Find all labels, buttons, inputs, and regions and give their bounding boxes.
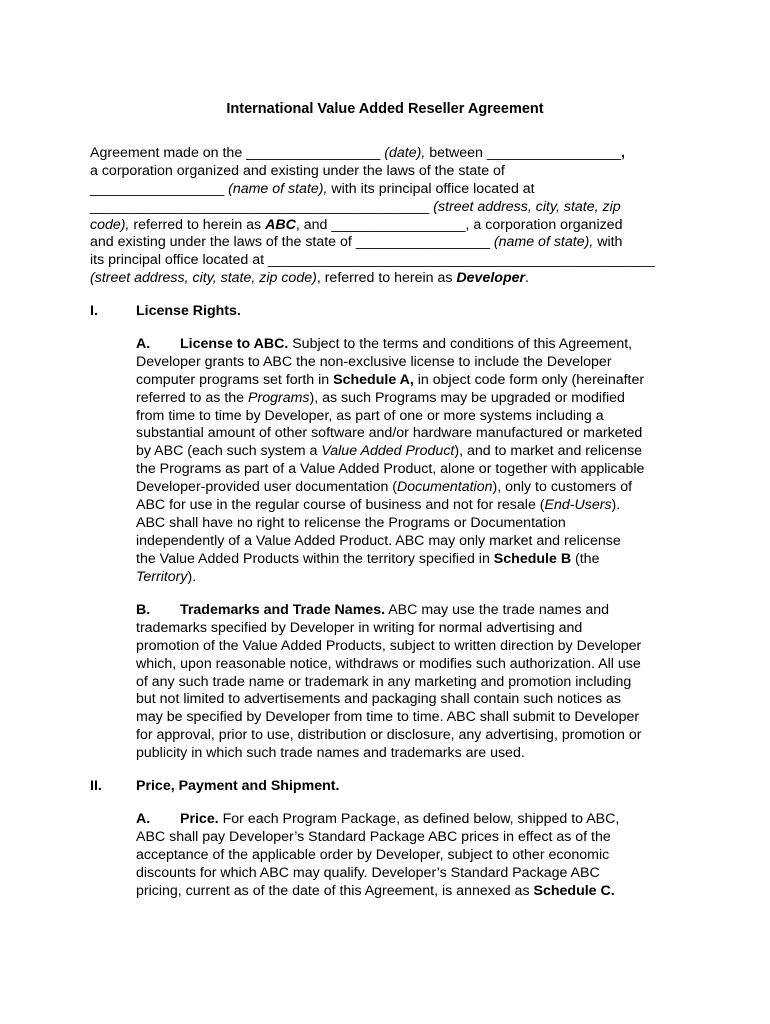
text: but not limited to advertisements and packaging shall contain such notices as	[136, 691, 622, 708]
clause-heading: Price.	[180, 811, 219, 827]
text: may be specified by Developer from time to time. ABC shall submit to Developer	[136, 709, 640, 726]
document-title: International Value Added Reseller Agreement	[226, 101, 544, 117]
intro-paragraph	[90, 145, 678, 288]
defined-term: Developer	[456, 270, 526, 287]
blank-line: ___________________________________________	[90, 198, 430, 215]
text: the Value Added Products within the territory specified in	[136, 550, 490, 567]
clause-2a	[136, 811, 681, 900]
section-number: I.	[90, 303, 98, 319]
text: discounts for which ABC may qualify. Developer’s Standard Package ABC	[136, 864, 600, 881]
text: ), only to customers of	[492, 479, 633, 496]
defined-term: Documentation	[397, 479, 493, 496]
clause-heading: License to ABC.	[180, 336, 289, 352]
schedule-ref: Schedule C.	[533, 882, 615, 899]
text: , referred to herein as	[316, 270, 453, 287]
defined-term: Territory	[136, 568, 188, 585]
text: ).	[187, 568, 197, 585]
text: which, upon reasonable notice, withdraws or modifies such authorization. All use	[136, 655, 641, 672]
text: ABC may use the trade names and	[388, 602, 610, 618]
blank-line: _________________	[486, 145, 621, 161]
text: in object code form only (hereinafter	[417, 371, 645, 388]
text: with its principal office located at	[331, 180, 535, 197]
text: (the	[575, 550, 600, 567]
clause-heading: Trademarks and Trade Names.	[180, 602, 386, 618]
text: Subject to the terms and conditions of this Agreement,	[292, 336, 633, 352]
placeholder: (name of state),	[228, 180, 328, 197]
text: pricing, current as of the date of this Agreement, is annexed as	[136, 882, 530, 899]
blank-line: _________________	[246, 145, 381, 161]
clause-1b	[136, 602, 681, 763]
blank-line: _________________	[90, 180, 225, 197]
clause-label: A.	[136, 336, 151, 352]
text: of any such trade name or trademark in any marketing and promotion including	[136, 673, 632, 690]
text: its principal office located at	[90, 252, 265, 269]
text: For each Program Package, as defined below, shipped to ABC,	[222, 811, 620, 827]
text: acceptance of the applicable order by Developer, subject to other economic	[136, 846, 610, 863]
text: ,	[620, 145, 625, 161]
text: ), as such Programs may be upgraded or modified	[309, 389, 625, 406]
text: referred to as the	[136, 389, 245, 406]
text: Agreement made on the	[90, 145, 243, 161]
text: , and	[295, 216, 328, 233]
text: publicity in which such trade names and trademarks are used.	[136, 745, 525, 762]
text: substantial amount of other software and/or hardware manufactured or marketed	[136, 425, 643, 442]
schedule-ref: Schedule B	[493, 550, 572, 567]
text: referred to herein as	[133, 216, 262, 233]
section-title: License Rights.	[136, 303, 241, 319]
text: Developer-provided user documentation (	[136, 479, 398, 496]
text: a corporation organized and existing under the laws of the state of	[90, 162, 505, 179]
defined-term: ABC	[265, 216, 296, 233]
blank-line: _________________	[355, 234, 490, 251]
text: ), and to market and relicense	[454, 443, 643, 460]
text: for approval, prior to use, distribution or disclosure, any advertising, promotion or	[136, 727, 642, 744]
placeholder: (street address, city, state, zip	[433, 198, 621, 215]
text: by ABC (each such system a	[136, 443, 318, 460]
text: ).	[611, 497, 621, 514]
text: .	[525, 270, 529, 287]
clause-label: A.	[136, 811, 151, 827]
defined-term: End-Users	[544, 497, 612, 514]
text: promotion of the Value Added Products, subject to written direction by Developer	[136, 637, 642, 654]
placeholder: (date),	[384, 145, 426, 161]
text: Developer grants to ABC the non-exclusive license to include the Developer	[136, 353, 612, 370]
text: and existing under the laws of the state of	[90, 234, 352, 251]
defined-term: Value Added Product	[321, 443, 455, 460]
section-number: II.	[90, 778, 102, 794]
placeholder: code),	[90, 216, 130, 233]
text: trademarks specified by Developer in writing for normal advertising and	[136, 619, 583, 636]
placeholder: (street address, city, state, zip code)	[90, 270, 317, 287]
text: ABC shall have no right to relicense the Programs or Documentation	[136, 514, 566, 531]
text: ABC for use in the regular course of business and not for resale (	[136, 497, 545, 514]
clause-label: B.	[136, 602, 151, 618]
text: computer programs set forth in	[136, 371, 330, 388]
text: the Programs as part of a Value Added Product, alone or together with applicable	[136, 461, 645, 478]
clause-1a	[136, 336, 681, 586]
text: ABC shall pay Developer’s Standard Package ABC prices in effect as of the	[136, 828, 611, 845]
text: between	[429, 145, 483, 161]
schedule-ref: Schedule A,	[333, 371, 414, 388]
text: from time to time by Developer, as part of one or more systems including a	[136, 407, 604, 424]
text: , a corporation organized	[465, 216, 623, 233]
blank-line: _________________	[331, 216, 466, 233]
text: independently of a Value Added Product. ABC may only market and relicense	[136, 532, 621, 549]
placeholder: (name of state),	[493, 234, 594, 251]
blank-line: _________________________________________________	[267, 252, 655, 269]
defined-term: Programs	[248, 389, 310, 406]
text: with	[597, 234, 623, 251]
section-title: Price, Payment and Shipment.	[136, 778, 340, 794]
